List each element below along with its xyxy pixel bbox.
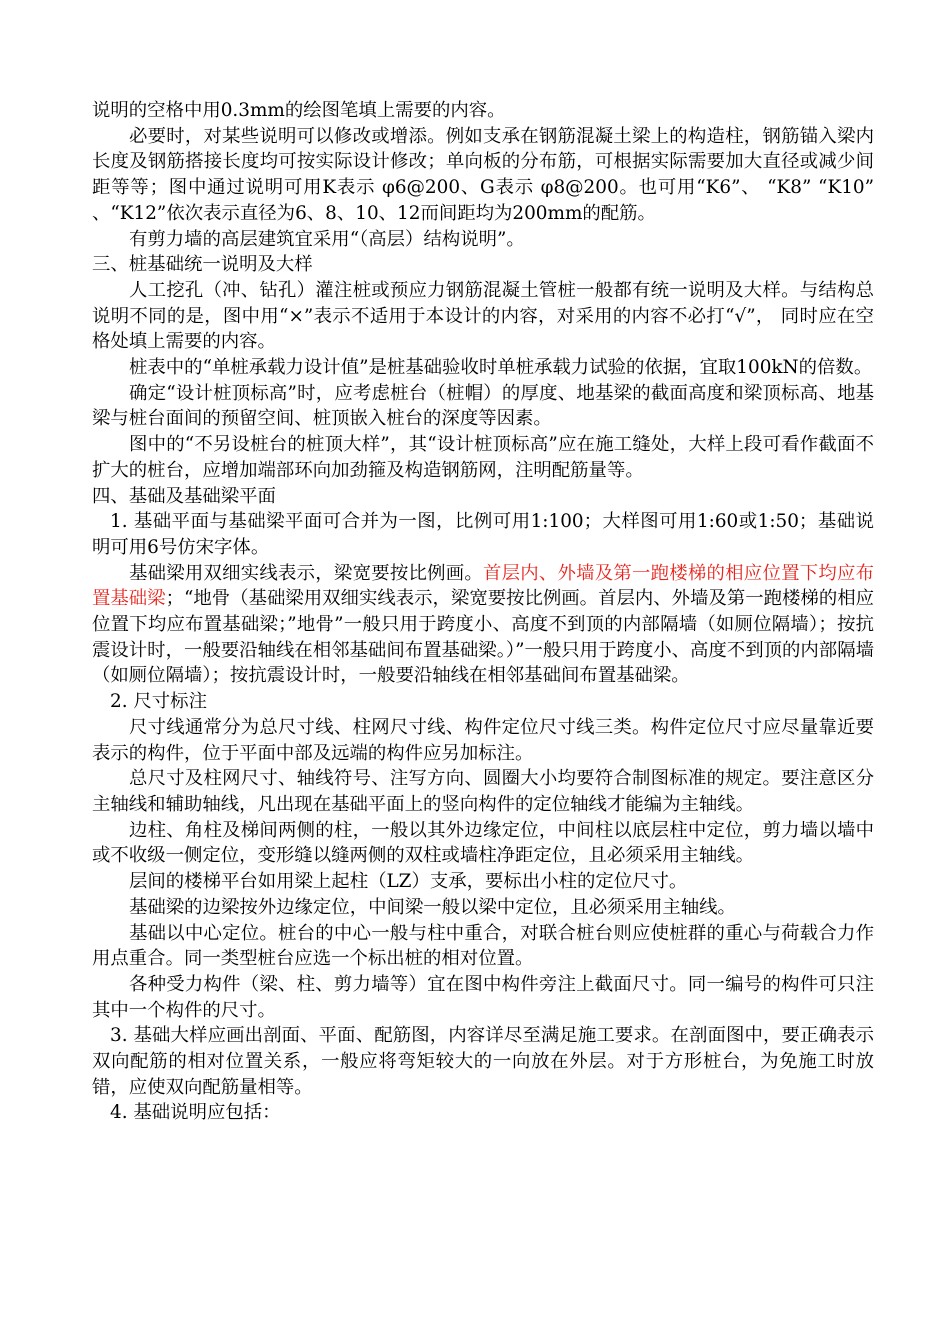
foundation-beam-text-before: 基础梁用双细实线表示，梁宽要按比例画。 [129,562,483,584]
paragraph-axis-lines: 总尺寸及柱网尺寸、轴线符号、注写方向、圆圈大小均要符合制图标准的规定。要注意区分主轴线和辅助轴线，凡出现在基础平面上的竖向构件的定位轴线才能编为主轴线。 [92,768,874,815]
paragraph-pile-capacity: 桩表中的“单桩承载力设计值”是桩基础验收时单桩承载力试验的依据，宜取100kN的倍数。 [129,357,873,379]
paragraph-modification-note: 必要时，对某些说明可以修改或增添。例如支承在钢筋混凝土梁上的构造柱，钢筋锚入梁内长度及钢筋搭接长度均可按实际设计修改；单向板的分布筋，可根据实际需要加大直径或减少间距等等；图中通过说明可用K表示 φ6@200、G表示 φ8@200。也可用“K6”、 “K8” “K10” 、“K12”依次表示直径为6、8、10、12而间距均为200mm的配筋。 [92,125,874,224]
paragraph-stair-platform: 层间的楼梯平台如用梁上起柱（LZ）支承，要标出小柱的定位尺寸。 [129,871,688,893]
paragraph-pile-top-elevation: 确定“设计桩顶标高”时，应考虑桩台（桩帽）的厚度、地基梁的截面高度和梁顶标高、地基梁与桩台面间的预留空间、桩顶嵌入桩台的深度等因素。 [92,382,874,430]
paragraph-beam-positioning: 基础梁的边梁按外边缘定位，中间梁一般以梁中定位，且必须采用主轴线。 [129,896,736,918]
document-body [92,98,874,1126]
paragraph-foundation-beam [92,561,874,690]
paragraph-item-4: 4. 基础说明应包括： [110,1102,281,1124]
paragraph-continuation: 说明的空格中用0.3mm的绘图笔填上需要的内容。 [92,100,506,121]
highlighted-requirement: 首层内、外墙及第一跑楼梯的相应位置下均应布置基础梁 [92,562,874,610]
paragraph-pile-top-detail: 图中的“不另设桩台的桩顶大样”，其“设计桩顶标高”应在施工缝处，大样上段可看作截面不扩大的桩台，应增加端部环向加劲箍及构造钢筋网，注明配筋量等。 [92,434,874,481]
paragraph-item-3: 3. 基础大样应画出剖面、平面、配筋图，内容详尽至满足施工要求。在剖面图中，要正确表示双向配筋的相对位置关系，一般应将弯矩较大的一向放在外层。对于方形桩台，为免施工时放错，应使双向配筋量相等。 [92,1025,874,1098]
paragraph-column-positioning: 边柱、角柱及梯间两侧的柱，一般以其外边缘定位，中间柱以底层柱中定位，剪力墙以墙中或不收级一侧定位，变形缝以缝两侧的双柱或墙柱净距定位，且必须采用主轴线。 [92,819,874,867]
paragraph-dimension-lines: 尺寸线通常分为总尺寸线、柱网尺寸线、构件定位尺寸线三类。构件定位尺寸应尽量靠近要表示的构件，位于平面中部及远端的构件应另加标注。 [92,716,874,764]
paragraph-section-dimensions: 各种受力构件（梁、柱、剪力墙等）宜在图中构件旁注上截面尺寸。同一编号的构件可只注其中一个构件的尺寸。 [92,973,874,1021]
section-heading-pile-foundation: 三、桩基础统一说明及大样 [92,254,313,276]
paragraph-pile-description: 人工挖孔（冲、钻孔）灌注桩或预应力钢筋混凝土管桩一般都有统一说明及大样。与结构总说明不同的是，图中用“×”表示不适用于本设计的内容，对采用的内容不必打“√”， 同时应在空格处填上需要的内容。 [92,279,874,353]
foundation-beam-text-after: ；“地骨（基础梁用双细实线表示，梁宽要按比例画。首层内、外墙及第一跑楼梯的相应位置下均应布置基础梁；”地骨”一般只用于跨度小、高度不到顶的内部隔墙（如厕位隔墙）；按抗震设计时，一般要沿轴线在相邻基础间布置基础梁。）”一般只用于跨度小、高度不到顶的内部隔墙（如厕位隔墙）；按抗震设计时，一般要沿轴线在相邻基础间布置基础梁。 [92,588,874,687]
paragraph-foundation-centering: 基础以中心定位。桩台的中心一般与柱中重合，对联合桩台则应使桩群的重心与荷载合力作用点重合。同一类型桩台应选一个标出桩的相对位置。 [92,922,874,970]
paragraph-item-2: 2. 尺寸标注 [110,691,207,713]
section-heading-foundation-plan: 四、基础及基础梁平面 [92,485,276,507]
paragraph-item-1: 1. 基础平面与基础梁平面可合并为一图，比例可用1:100；大样图可用1:60或1:50；基础说明可用6号仿宋字体。 [92,511,874,558]
paragraph-shear-wall-note: 有剪力墙的高层建筑宜采用“（高层）结构说明”。 [129,228,525,250]
